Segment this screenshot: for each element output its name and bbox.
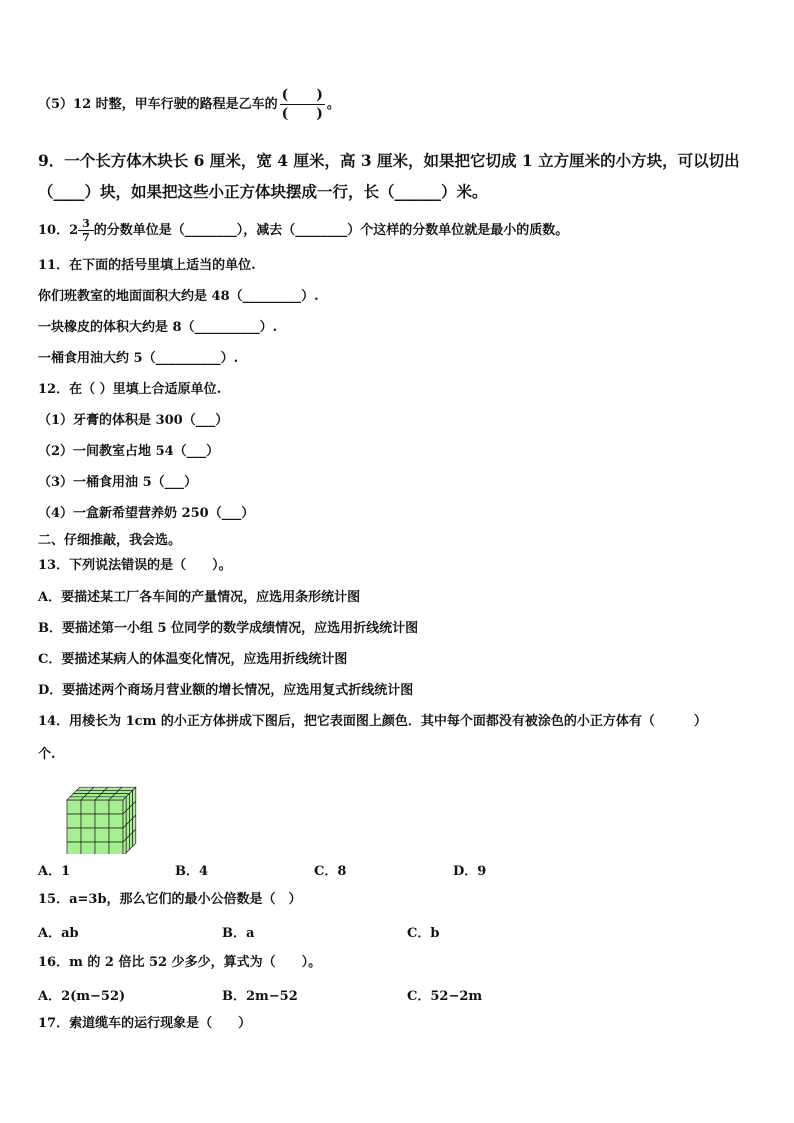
cube-front-cell: [81, 842, 95, 854]
cube-front-cell: [81, 814, 95, 828]
cube-front-cell: [95, 842, 109, 854]
q11-title: 11．在下面的括号里填上适当的单位.: [38, 258, 256, 273]
fraction-numerator: 3: [78, 218, 94, 231]
q14-option-c: C．8: [314, 864, 347, 879]
q14-option-d: D．9: [453, 864, 487, 879]
q13-option-a: A．要描述某工厂各车间的产量情况，应选用条形统计图: [38, 590, 361, 605]
cube-front-cell: [67, 842, 81, 854]
q15-option-a: A．ab: [38, 926, 79, 941]
cube-front-cell: [81, 800, 95, 814]
q9-line2: （____）块，如果把这些小正方体块摆成一行，长（______）米。: [38, 182, 488, 201]
q10-fraction: [78, 218, 94, 243]
section-heading: 二、仔细推敲，我会选。: [38, 533, 182, 548]
cube-side-cell: [129, 832, 132, 849]
q10-line: [38, 218, 568, 243]
fraction-denominator-blank: ( ): [281, 106, 323, 122]
cube-front-cell: [109, 814, 123, 828]
q15-title: 15．a=3b，那么它们的最小公倍数是（ ）: [38, 892, 302, 907]
cube-front-cell: [81, 828, 95, 842]
cube-front-cell: [109, 800, 123, 814]
cube-side-cell: [133, 829, 136, 846]
q14-option-a: A．1: [38, 864, 71, 879]
q14-line2: 个.: [38, 747, 56, 762]
cube-side-cell: [126, 836, 129, 853]
q8-5-prefix: （5）12 时整，甲车行驶的路程是乙车的: [38, 97, 278, 112]
cube-front-cell: [95, 800, 109, 814]
q12-item-2: （2）一间教室占地 54（___）: [38, 444, 220, 459]
cube-front-cell: [109, 828, 123, 842]
cube-figure: [64, 786, 140, 854]
q10-rest: 的分数单位是（________），减去（________）个这样的分数单位就是最小的质数。: [93, 223, 569, 238]
q12-item-4: （4）一盒新希望营养奶 250（___）: [38, 506, 255, 521]
q13-option-c: C．要描述某病人的体温变化情况，应选用折线统计图: [38, 652, 348, 667]
q11-item-b: 一块橡皮的体积大约是 8（__________）.: [38, 320, 278, 335]
q12-item-1: （1）牙膏的体积是 300（___）: [38, 413, 229, 428]
cube-front-cell: [67, 828, 81, 842]
q13-title: 13．下列说法错误的是（ ）。: [38, 558, 232, 573]
cube-front-cell: [95, 814, 109, 828]
q13-option-d: D．要描述两个商场月营业额的增长情况，应选用复式折线统计图: [38, 683, 414, 698]
q8-5-suffix: 。: [326, 97, 340, 112]
q17-title: 17．索道缆车的运行现象是（ ）: [38, 1016, 252, 1031]
q14-option-b: B．4: [175, 864, 209, 879]
q14-line1: 14．用棱长为 1cm 的小正方体拼成下图后，把它表面图上颜色．其中每个面都没有被涂色的小正方体有（ ）: [38, 714, 707, 729]
cube-side-cell: [123, 839, 126, 854]
q13-option-b: B．要描述第一小组 5 位同学的数学成绩情况，应选用折线统计图: [38, 621, 419, 636]
q10-prefix: 10．2: [38, 223, 79, 238]
q16-option-c: C．52−2m: [407, 989, 483, 1004]
fraction-denominator: 7: [82, 231, 90, 244]
fraction-numerator-blank: ( ): [281, 87, 323, 103]
q16-option-b: B．2m−52: [222, 989, 298, 1004]
q12-item-3: （3）一桶食用油 5（___）: [38, 475, 198, 490]
q11-item-c: 一桶食用油大约 5（__________）.: [38, 351, 239, 366]
cube-front-cell: [67, 800, 81, 814]
q15-option-c: C．b: [407, 926, 440, 941]
cube-front-cell: [109, 842, 123, 854]
q16-title: 16．m 的 2 倍比 52 少多少，算式为（ ）。: [38, 955, 322, 970]
blank-fraction: [280, 88, 325, 121]
q11-item-a: 你们班教室的地面面积大约是 48（_________）.: [38, 289, 319, 304]
q16-option-a: A．2(m−52): [38, 989, 126, 1004]
q12-title: 12．在（ ）里填上合适原单位.: [38, 382, 222, 397]
q9-line1: 9．一个长方体木块长 6 厘米，宽 4 厘米，高 3 厘米，如果把它切成 1 立方厘米的小方块，可以切出: [38, 151, 740, 170]
cube-front-cell: [95, 828, 109, 842]
q15-option-b: B．a: [222, 926, 255, 941]
q8-5-line: [38, 88, 340, 121]
cube-front-cell: [67, 814, 81, 828]
